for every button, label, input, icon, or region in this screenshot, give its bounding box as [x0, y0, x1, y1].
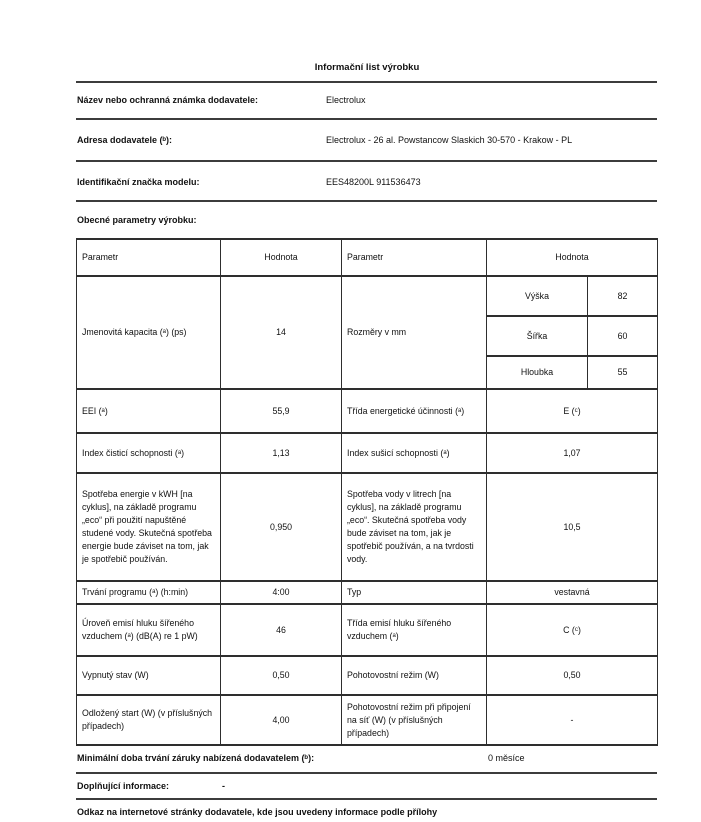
document-title: Informační list výrobku	[314, 62, 420, 73]
warranty-value: 0 měsíce	[488, 753, 525, 763]
dimension-depth-label: Hloubka	[487, 356, 588, 389]
divider	[76, 118, 657, 120]
table-row-delayed-start	[77, 695, 658, 745]
parameters-table	[76, 238, 658, 746]
value-rated-capacity: 14	[221, 276, 342, 389]
divider	[76, 200, 657, 202]
warranty-label: Minimální doba trvání záruky nabízená dodavatelem (ᵇ):	[77, 753, 315, 763]
supplier-name-value: Electrolux	[326, 95, 366, 105]
value-noise-level: 46	[221, 604, 342, 656]
column-header-hodnota-left: Hodnota	[221, 239, 342, 276]
value-energy-consumption: 0,950	[221, 473, 342, 581]
divider	[76, 160, 657, 162]
divider	[76, 772, 657, 774]
model-identifier-value: EES48200L 911536473	[326, 177, 421, 187]
divider	[76, 798, 657, 800]
value-standby-mode: 0,50	[487, 656, 658, 695]
param-noise-level: Úroveň emisí hluku šířeného vzduchem (ᵃ) (dB(A) re 1 pW)	[77, 604, 221, 656]
value-cleaning-index: 1,13	[221, 433, 342, 473]
value-eei: 55,9	[221, 389, 342, 433]
param-rated-capacity: Jmenovitá kapacita (ᵃ) (ps)	[77, 276, 221, 389]
supplier-address-value: Electrolux - 26 al. Powstancow Slaskich 30-570 - Krakow - PL	[326, 135, 573, 145]
value-networked-standby: -	[487, 695, 658, 745]
dimension-height-value: 82	[588, 276, 658, 316]
param-noise-class: Třída emisí hluku šířeného vzduchem (ᵃ)	[342, 604, 487, 656]
param-dimensions: Rozměry v mm	[342, 276, 487, 389]
param-delayed-start: Odložený start (W) (v příslušných případech)	[77, 695, 221, 745]
param-water-consumption: Spotřeba vody v litrech [na cyklus], na základě programu „eco“. Skutečná spotřeba vody bude záviset na tom, jak je spotřebič používán, a na tvrdosti vody.	[342, 473, 487, 581]
table-row-programme-duration	[77, 581, 658, 604]
table-row-off-mode	[77, 656, 658, 695]
param-energy-consumption: Spotřeba energie v kWH [na cyklus], na základě programu „eco“ při použití napuštěné studené vody. Skutečná spotřeba energie bude záviset na tom, jak je spotřebič používán.	[77, 473, 221, 581]
supplier-name-label: Název nebo ochranná známka dodavatele:	[77, 95, 259, 105]
param-programme-duration: Trvání programu (ᵃ) (h:min)	[77, 581, 221, 604]
value-energy-class: E (ᶜ)	[487, 389, 658, 433]
model-identifier-label: Identifikační značka modelu:	[77, 177, 200, 187]
value-type: vestavná	[487, 581, 658, 604]
value-off-mode: 0,50	[221, 656, 342, 695]
param-standby-mode: Pohotovostní režim (W)	[342, 656, 487, 695]
param-networked-standby: Pohotovostní režim při připojení na síť (W) (v příslušných případech)	[342, 695, 487, 745]
value-drying-index: 1,07	[487, 433, 658, 473]
table-row-cleaning-index	[77, 433, 658, 473]
param-off-mode: Vypnutý stav (W)	[77, 656, 221, 695]
table-row-capacity-dimensions	[77, 276, 658, 316]
dimension-width-label: Šířka	[487, 316, 588, 356]
column-header-parametr-right: Parametr	[342, 239, 487, 276]
dimension-height-label: Výška	[487, 276, 588, 316]
dimension-width-value: 60	[588, 316, 658, 356]
dimension-depth-value: 55	[588, 356, 658, 389]
table-row-noise	[77, 604, 658, 656]
param-eei: EEI (ᵃ)	[77, 389, 221, 433]
param-cleaning-index: Index čisticí schopnosti (ᵃ)	[77, 433, 221, 473]
param-type: Typ	[342, 581, 487, 604]
divider	[76, 81, 657, 83]
additional-info-label: Doplňující informace:	[77, 781, 170, 791]
table-row-eei	[77, 389, 658, 433]
table-header-row	[77, 239, 658, 276]
value-delayed-start: 4,00	[221, 695, 342, 745]
supplier-address-label: Adresa dodavatele (ᵇ):	[77, 135, 173, 145]
general-parameters-heading: Obecné parametry výrobku:	[77, 215, 197, 225]
website-note: Odkaz na internetové stránky dodavatele, kde jsou uvedeny informace podle přílohy	[77, 807, 438, 817]
column-header-parametr-left: Parametr	[77, 239, 221, 276]
value-water-consumption: 10,5	[487, 473, 658, 581]
value-programme-duration: 4:00	[221, 581, 342, 604]
column-header-hodnota-right: Hodnota	[487, 239, 658, 276]
param-drying-index: Index sušicí schopnosti (ᵃ)	[342, 433, 487, 473]
table-row-consumption	[77, 473, 658, 581]
value-noise-class: C (ᶜ)	[487, 604, 658, 656]
param-energy-class: Třída energetické účinnosti (ᵃ)	[342, 389, 487, 433]
additional-info-value: -	[222, 781, 225, 791]
